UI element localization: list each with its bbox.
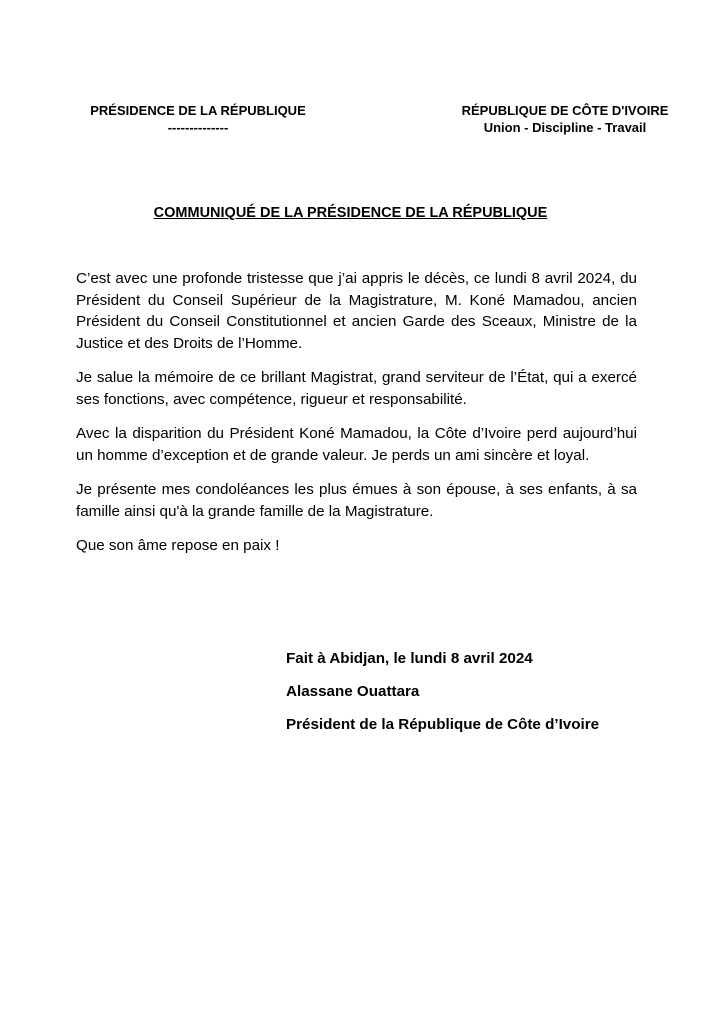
signature-role: Président de la République de Côte d’Ivoire xyxy=(286,716,600,733)
document-body xyxy=(76,268,637,570)
issuer-divider: -------------- xyxy=(167,120,229,135)
country-title: RÉPUBLIQUE DE CÔTE D'IVOIRE xyxy=(461,103,669,118)
paragraph: Je présente mes condoléances les plus émues à son épouse, à ses enfants, à sa famille ainsi qu'à la grande famille de la Magistrature. xyxy=(76,481,637,520)
signature-place-date: Fait à Abidjan, le lundi 8 avril 2024 xyxy=(286,650,533,667)
paragraph: C’est avec une profonde tristesse que j’ai appris le décès, ce lundi 8 avril 2024, du Président du Conseil Supérieur de la Magistrature, M. Koné Mamadou, ancien Président du Conseil Constitutionnel et ancien Garde des Sceaux, Ministre de la Justice et des Droits de l’Homme. xyxy=(76,270,637,352)
paragraph: Avec la disparition du Président Koné Mamadou, la Côte d’Ivoire perd aujourd’hui un homme d’exception et de grande valeur. Je perds un ami sincère et loyal. xyxy=(76,425,637,464)
issuer-title: PRÉSIDENCE DE LA RÉPUBLIQUE xyxy=(90,103,306,118)
signature-block xyxy=(286,648,686,747)
country-motto: Union - Discipline - Travail xyxy=(483,120,647,135)
country-header xyxy=(450,102,680,136)
issuer-header xyxy=(80,102,316,136)
paragraph: Je salue la mémoire de ce brillant Magistrat, grand serviteur de l’État, qui a exercé ses fonctions, avec compétence, rigueur et responsabilité. xyxy=(76,369,637,408)
signature-name: Alassane Ouattara xyxy=(286,683,420,700)
paragraph: Que son âme repose en paix ! xyxy=(76,537,280,554)
document-title: COMMUNIQUÉ DE LA PRÉSIDENCE DE LA RÉPUBLIQUE xyxy=(153,205,548,221)
